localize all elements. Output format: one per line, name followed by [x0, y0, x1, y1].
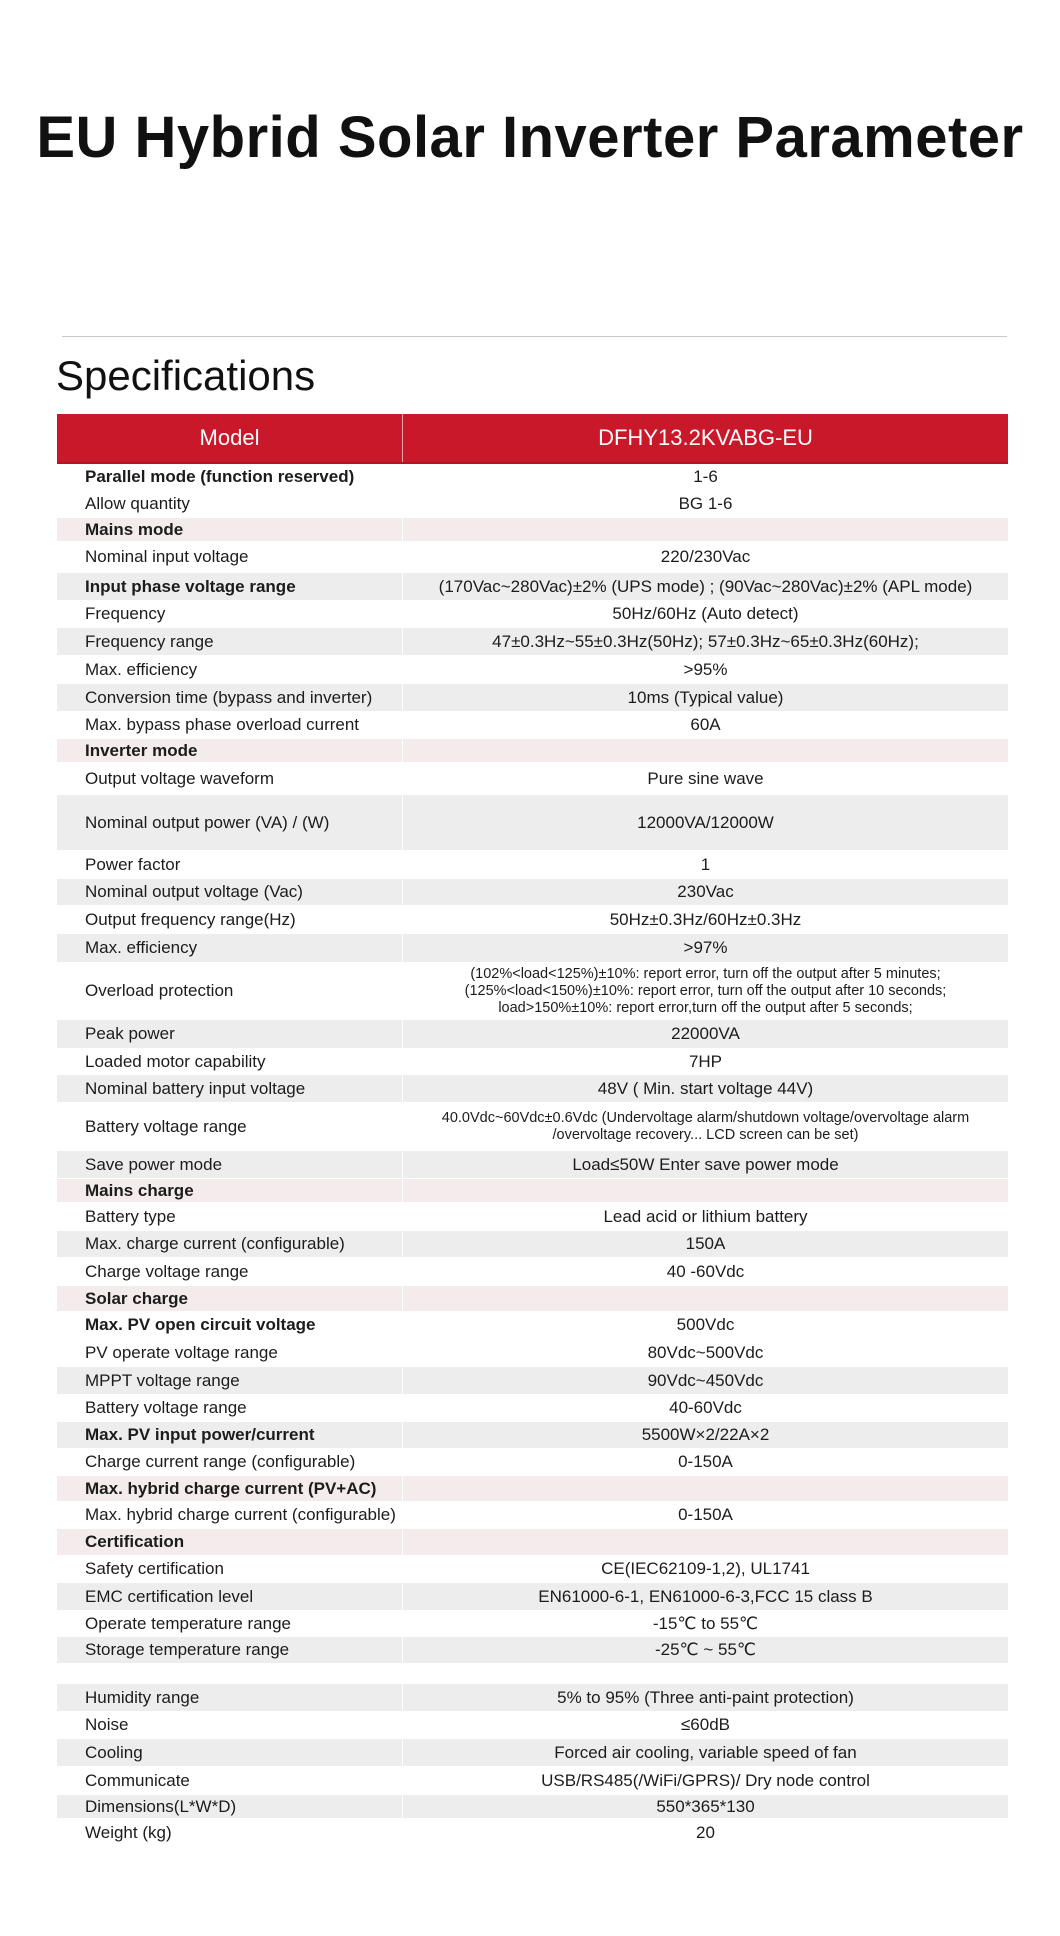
table-row	[57, 1179, 1008, 1203]
table-row	[57, 601, 1008, 628]
table-row	[57, 1151, 1008, 1179]
row-value: 40.0Vdc~60Vdc±0.6Vdc (Undervoltage alarm/shutdown voltage/overvoltage alarm /overvoltage recovery... LCD screen can be set)	[402, 1103, 1008, 1151]
row-value: 220/230Vac	[402, 542, 1008, 573]
row-label: Mains mode	[57, 518, 402, 542]
spec-table	[57, 414, 1008, 1847]
row-label: Max. hybrid charge current (configurable)	[57, 1502, 402, 1529]
table-row	[57, 1583, 1008, 1611]
row-label: Battery voltage range	[57, 1395, 402, 1422]
row-value: Forced air cooling, variable speed of fan	[402, 1739, 1008, 1767]
table-row	[57, 491, 1008, 518]
row-label: Allow quantity	[57, 491, 402, 518]
row-value: (170Vac~280Vac)±2% (UPS mode) ; (90Vac~280Vac)±2% (APL mode)	[402, 573, 1008, 601]
table-row	[57, 542, 1008, 573]
table-row	[57, 739, 1008, 763]
row-label: Conversion time (bypass and inverter)	[57, 684, 402, 712]
row-label: Charge current range (configurable)	[57, 1449, 402, 1476]
row-label: Save power mode	[57, 1151, 402, 1179]
row-value: 22000VA	[402, 1020, 1008, 1049]
header-value: DFHY13.2KVABG-EU	[402, 414, 1008, 462]
row-label: Solar charge	[57, 1286, 402, 1312]
row-value: -15℃ to 55℃	[402, 1611, 1008, 1637]
table-row	[57, 851, 1008, 879]
table-row	[57, 1819, 1008, 1847]
row-value: 90Vdc~450Vdc	[402, 1367, 1008, 1395]
row-value	[402, 518, 1008, 542]
row-value: 40 -60Vdc	[402, 1258, 1008, 1286]
table-row	[57, 1767, 1008, 1795]
row-label: Nominal output voltage (Vac)	[57, 879, 402, 906]
table-row	[57, 1075, 1008, 1103]
row-value: 1-6	[402, 464, 1008, 491]
row-value: 12000VA/12000W	[402, 795, 1008, 851]
row-value: ≤60dB	[402, 1712, 1008, 1739]
row-label: Inverter mode	[57, 739, 402, 763]
row-value: 7HP	[402, 1049, 1008, 1075]
row-value	[402, 1286, 1008, 1312]
row-value: 47±0.3Hz~55±0.3Hz(50Hz); 57±0.3Hz~65±0.3Hz(60Hz);	[402, 628, 1008, 656]
row-label: Nominal battery input voltage	[57, 1075, 402, 1103]
table-row	[57, 1020, 1008, 1049]
row-label: Nominal input voltage	[57, 542, 402, 573]
table-row	[57, 1231, 1008, 1258]
row-value: USB/RS485(/WiFi/GPRS)/ Dry node control	[402, 1767, 1008, 1795]
table-row	[57, 628, 1008, 656]
table-row	[57, 1103, 1008, 1151]
table-row	[57, 1739, 1008, 1767]
header-label: Model	[199, 425, 260, 450]
row-value: 48V ( Min. start voltage 44V)	[402, 1075, 1008, 1103]
table-row	[57, 795, 1008, 851]
table-row	[57, 464, 1008, 491]
table-row	[57, 1637, 1008, 1664]
table-row	[57, 1203, 1008, 1231]
row-value: 80Vdc~500Vdc	[402, 1339, 1008, 1367]
table-row	[57, 1795, 1008, 1819]
row-value: 0-150A	[402, 1449, 1008, 1476]
row-label: Operate temperature range	[57, 1611, 402, 1637]
table-row	[57, 518, 1008, 542]
row-value: 1	[402, 851, 1008, 879]
table-row	[57, 1422, 1008, 1449]
row-label: Max. efficiency	[57, 656, 402, 684]
row-label: Mains charge	[57, 1179, 402, 1203]
row-label: Humidity range	[57, 1684, 402, 1712]
table-row	[57, 1339, 1008, 1367]
table-row	[57, 1395, 1008, 1422]
row-gap	[57, 1664, 1008, 1684]
row-label: Output voltage waveform	[57, 763, 402, 795]
row-label: Dimensions(L*W*D)	[57, 1795, 402, 1819]
row-label: PV operate voltage range	[57, 1339, 402, 1367]
table-row	[57, 712, 1008, 739]
row-value: Lead acid or lithium battery	[402, 1203, 1008, 1231]
table-row	[57, 656, 1008, 684]
section-title: Specifications	[56, 352, 316, 399]
row-value: 40-60Vdc	[402, 1395, 1008, 1422]
section-divider	[62, 336, 1007, 337]
row-value: 550*365*130	[402, 1795, 1008, 1819]
row-value: 20	[402, 1819, 1008, 1847]
row-value	[402, 739, 1008, 763]
row-label: Loaded motor capability	[57, 1049, 402, 1075]
row-value: 230Vac	[402, 879, 1008, 906]
row-value: Load≤50W Enter save power mode	[402, 1151, 1008, 1179]
table-row	[57, 879, 1008, 906]
table-row	[57, 1286, 1008, 1312]
table-body	[57, 464, 1008, 1847]
row-value: 50Hz/60Hz (Auto detect)	[402, 601, 1008, 628]
row-value: 5% to 95% (Three anti-paint protection)	[402, 1684, 1008, 1712]
row-value: 50Hz±0.3Hz/60Hz±0.3Hz	[402, 906, 1008, 934]
row-label: Max. charge current (configurable)	[57, 1231, 402, 1258]
row-label: Storage temperature range	[57, 1637, 402, 1664]
table-row	[57, 1502, 1008, 1529]
row-label: Weight (kg)	[57, 1819, 402, 1847]
row-value: 5500W×2/22A×2	[402, 1422, 1008, 1449]
row-value: >97%	[402, 934, 1008, 963]
row-label: Safety certification	[57, 1556, 402, 1583]
row-value: Pure sine wave	[402, 763, 1008, 795]
table-row	[57, 1712, 1008, 1739]
table-row	[57, 763, 1008, 795]
row-label: Frequency	[57, 601, 402, 628]
row-value: 0-150A	[402, 1502, 1008, 1529]
row-value: 10ms (Typical value)	[402, 684, 1008, 712]
row-value	[402, 1476, 1008, 1502]
row-label: MPPT voltage range	[57, 1367, 402, 1395]
row-label: Battery type	[57, 1203, 402, 1231]
row-value	[402, 1529, 1008, 1556]
row-label: Peak power	[57, 1020, 402, 1049]
row-value: 60A	[402, 712, 1008, 739]
row-value: >95%	[402, 656, 1008, 684]
row-value: BG 1-6	[402, 491, 1008, 518]
page-title: EU Hybrid Solar Inverter Parameter	[36, 105, 1024, 170]
table-row	[57, 684, 1008, 712]
row-value: (102%<load<125%)±10%: report error, turn off the output after 5 minutes; (125%<load<150%)±10%: report error, turn off the output after 10 seconds; load>150%±10%: report error,turn off the output after 5 seconds;	[402, 963, 1008, 1020]
row-label: Overload protection	[57, 963, 402, 1020]
row-label: Nominal output power (VA) / (W)	[57, 795, 402, 851]
row-value: 150A	[402, 1231, 1008, 1258]
row-label: Max. hybrid charge current (PV+AC)	[57, 1476, 402, 1502]
row-value: CE(IEC62109-1,2), UL1741	[402, 1556, 1008, 1583]
table-row	[57, 1449, 1008, 1476]
table-row	[57, 1611, 1008, 1637]
table-row	[57, 963, 1008, 1020]
row-value	[402, 1179, 1008, 1203]
table-row	[57, 906, 1008, 934]
row-value: -25℃ ~ 55℃	[402, 1637, 1008, 1664]
row-value: EN61000-6-1, EN61000-6-3,FCC 15 class B	[402, 1583, 1008, 1611]
row-label: Communicate	[57, 1767, 402, 1795]
table-row	[57, 1476, 1008, 1502]
table-header	[57, 414, 1008, 464]
table-row	[57, 1049, 1008, 1075]
row-label: Battery voltage range	[57, 1103, 402, 1151]
table-row	[57, 1258, 1008, 1286]
row-label: Input phase voltage range	[57, 573, 402, 601]
table-row	[57, 1312, 1008, 1339]
row-label: Max. PV open circuit voltage	[57, 1312, 402, 1339]
row-label: Max. bypass phase overload current	[57, 712, 402, 739]
row-value: 500Vdc	[402, 1312, 1008, 1339]
row-label: Frequency range	[57, 628, 402, 656]
table-row	[57, 573, 1008, 601]
row-label: Certification	[57, 1529, 402, 1556]
table-row	[57, 1556, 1008, 1583]
table-row	[57, 934, 1008, 963]
row-label: Cooling	[57, 1739, 402, 1767]
table-row	[57, 1367, 1008, 1395]
row-label: Parallel mode (function reserved)	[57, 464, 402, 491]
row-label: Noise	[57, 1712, 402, 1739]
table-row	[57, 1529, 1008, 1556]
row-label: Power factor	[57, 851, 402, 879]
row-label: Charge voltage range	[57, 1258, 402, 1286]
row-label: Output frequency range(Hz)	[57, 906, 402, 934]
row-label: EMC certification level	[57, 1583, 402, 1611]
row-label: Max. PV input power/current	[57, 1422, 402, 1449]
row-label: Max. efficiency	[57, 934, 402, 963]
table-row	[57, 1684, 1008, 1712]
